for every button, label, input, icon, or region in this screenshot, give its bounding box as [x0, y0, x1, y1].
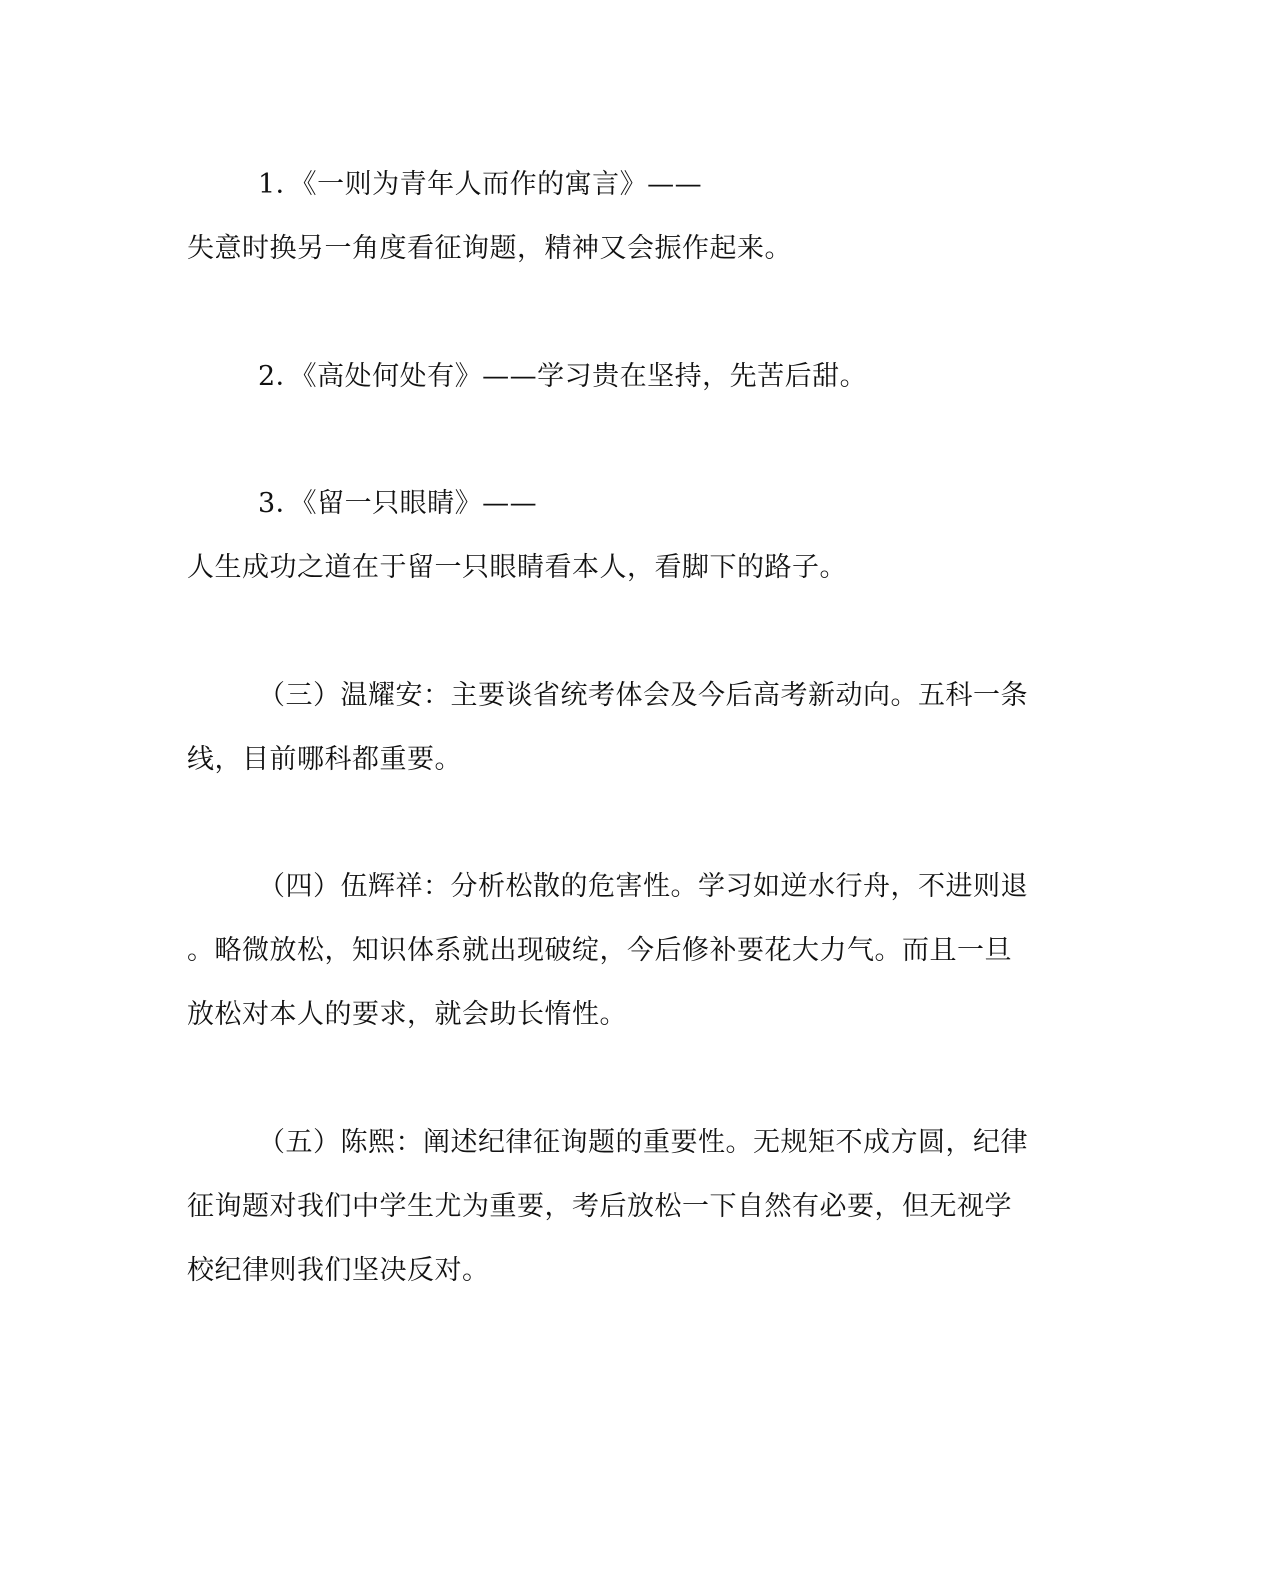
item-1-text: 失意时换另一角度看征询题，精神又会振作起来。 — [187, 233, 792, 264]
item-3-text: 人生成功之道在于留一只眼睛看本人，看脚下的路子。 — [187, 552, 847, 583]
item-2-text: 2．《高处何处有》——学习贵在坚持，先苦后甜。 — [258, 361, 868, 392]
item-1-title: 1．《一则为青年人而作的寓言》—— — [258, 169, 703, 200]
section-4-line-3: 放松对本人的要求，就会助长惰性。 — [187, 999, 627, 1030]
section-5-line-2: 征询题对我们中学生尤为重要，考后放松一下自然有必要，但无视学 — [187, 1191, 1012, 1222]
section-3-line-1: （三）温耀安：主要谈省统考体会及今后高考新动向。五科一条 — [258, 680, 1028, 711]
section-5-line-3: 校纪律则我们坚决反对。 — [187, 1255, 490, 1286]
section-4-line-1: （四）伍辉祥：分析松散的危害性。学习如逆水行舟，不进则退 — [258, 871, 1028, 902]
section-4-line-2: 。略微放松，知识体系就出现破绽，今后修补要花大力气。而且一旦 — [187, 935, 1012, 966]
section-3-line-2: 线，目前哪科都重要。 — [187, 744, 462, 775]
section-5-line-1: （五）陈熙：阐述纪律征询题的重要性。无规矩不成方圆，纪律 — [258, 1127, 1028, 1158]
item-3-title: 3．《留一只眼睛》—— — [258, 488, 538, 519]
